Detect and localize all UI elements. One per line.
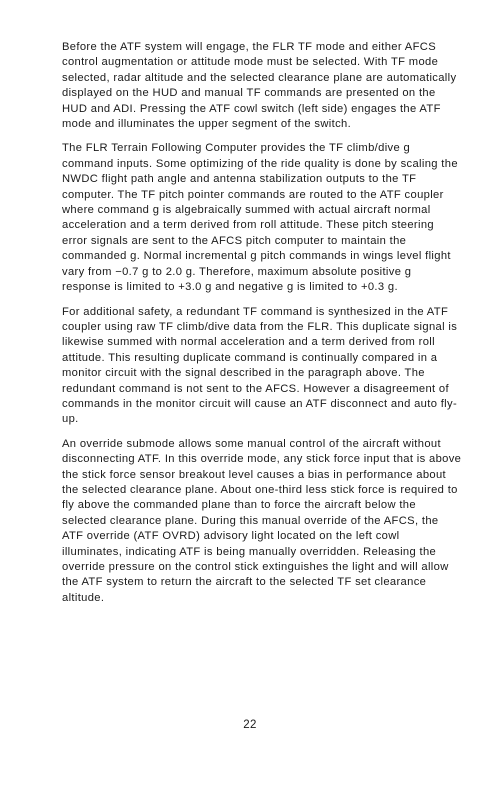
page-number: 22 [243,719,257,731]
paragraph-redundant-command: For additional safety, a redundant TF command is synthesized in the ATF coupler using raw TF climb/dive data from the FLR. This duplicate signal is likewise summed with normal acceleration and a term derived from roll attitude. This resulting duplicate command is continually compared in a monitor circuit with the signal described in the paragraph above. The redundant command is not sent to the AFCS. However a disagreement of commands in the monitor circuit will cause an ATF disconnect and auto fly-up. [62,305,458,426]
paragraph-terrain-following-computer: The FLR Terrain Following Computer provides the TF climb/dive g command inputs. Some optimizing of the ride quality is done by scaling the NWDC flight path angle and antenna stabilization outputs to the TF computer. The TF pitch pointer commands are routed to the ATF coupler where command g is algebraically summed with actual aircraft normal acceleration and a term derived from roll attitude. These pitch steering error signals are sent to the AFCS pitch computer to maintain the commanded g. Normal incremental g pitch commands in wings level flight vary from −0.7 g to 2.0 g. Therefore, maximum absolute positive g response is limited to +3.0 g and negative g is limited to +0.3 g. [62,142,458,294]
paragraph-override-submode: An override submode allows some manual control of the aircraft without disconnecting ATF. In this override mode, any stick force input that is above the stick force sensor breakout level causes a bias in performance about the selected clearance plane. About one-third less stick force is required to fly above the commanded plane than to force the aircraft below the selected clearance plane. During this manual override of the AFCS, the ATF override (ATF OVRD) advisory light located on the left cowl illuminates, indicating ATF is being manually overridden. Releasing the override pressure on the control stick extinguishes the light and will allow the ATF system to return the aircraft to the selected TF set clearance altitude. [62,437,462,604]
page-body [62,40,462,615]
paragraph-atf-engagement: Before the ATF system will engage, the FLR TF mode and either AFCS control augmentation or attitude mode must be selected. With TF mode selected, radar altitude and the selected clearance plane are automatically displayed on the HUD and manual TF commands are presented on the HUD and ADI. Pressing the ATF cowl switch (left side) engages the ATF mode and illuminates the upper segment of the switch. [62,41,457,131]
